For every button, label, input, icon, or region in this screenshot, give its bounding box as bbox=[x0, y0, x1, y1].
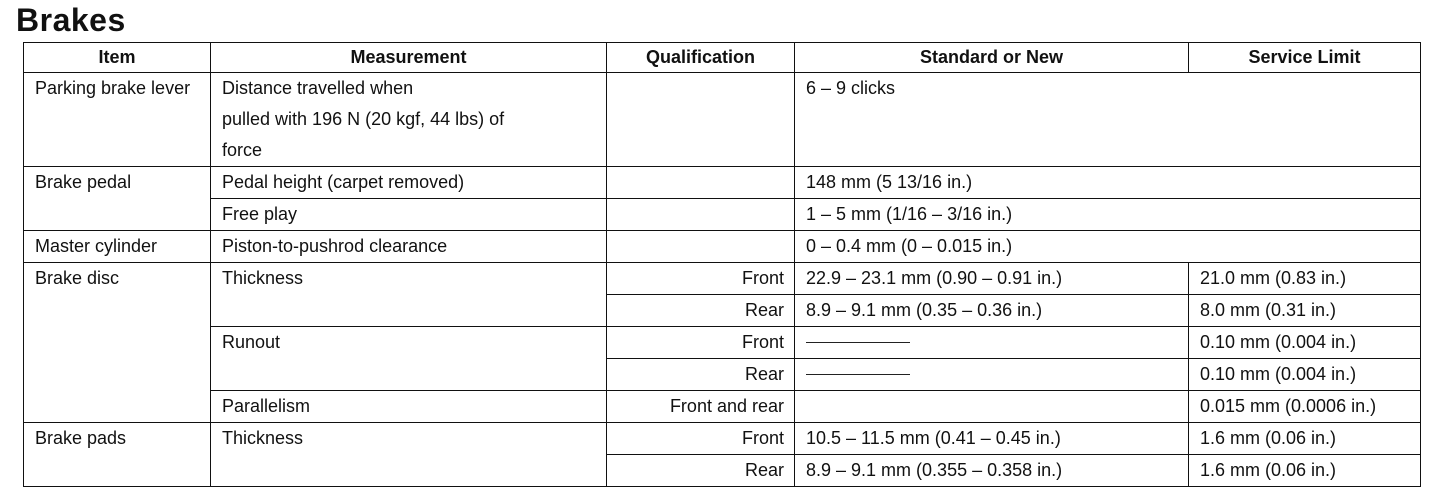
standard-cell: 8.9 – 9.1 mm (0.35 – 0.36 in.) bbox=[795, 295, 1189, 327]
table-row bbox=[24, 423, 1421, 455]
item-cell: Brake disc bbox=[24, 263, 211, 423]
standard-cell: 6 – 9 clicks bbox=[795, 73, 1421, 167]
measurement-cell: Piston-to-pushrod clearance bbox=[211, 231, 607, 263]
header-measurement: Measurement bbox=[211, 43, 607, 73]
not-applicable-dash bbox=[806, 374, 910, 375]
header-standard: Standard or New bbox=[795, 43, 1189, 73]
qualification-cell: Rear bbox=[607, 359, 795, 391]
header-item: Item bbox=[24, 43, 211, 73]
measurement-cell: Free play bbox=[211, 199, 607, 231]
item-cell: Master cylinder bbox=[24, 231, 211, 263]
item-cell: Brake pads bbox=[24, 423, 211, 487]
standard-cell: 22.9 – 23.1 mm (0.90 – 0.91 in.) bbox=[795, 263, 1189, 295]
item-cell: Parking brake lever bbox=[24, 73, 211, 167]
qualification-cell: Rear bbox=[607, 455, 795, 487]
service-limit-cell: 0.10 mm (0.004 in.) bbox=[1189, 327, 1421, 359]
standard-cell: 148 mm (5 13/16 in.) bbox=[795, 167, 1421, 199]
measurement-cell: Runout bbox=[211, 327, 607, 391]
measurement-cell: Thickness bbox=[211, 423, 607, 487]
table-row bbox=[24, 391, 1421, 423]
not-applicable-dash bbox=[806, 342, 910, 343]
standard-cell: 0 – 0.4 mm (0 – 0.015 in.) bbox=[795, 231, 1421, 263]
qualification-cell: Front bbox=[607, 327, 795, 359]
service-limit-cell: 1.6 mm (0.06 in.) bbox=[1189, 455, 1421, 487]
standard-cell: 8.9 – 9.1 mm (0.355 – 0.358 in.) bbox=[795, 455, 1189, 487]
measurement-cell: Parallelism bbox=[211, 391, 607, 423]
table-row bbox=[24, 263, 1421, 295]
header-row bbox=[24, 43, 1421, 73]
qualification-cell bbox=[607, 73, 795, 167]
qualification-cell bbox=[607, 231, 795, 263]
standard-cell bbox=[795, 359, 1189, 391]
qualification-cell bbox=[607, 167, 795, 199]
measurement-line: force bbox=[222, 140, 263, 160]
table-row bbox=[24, 73, 1421, 167]
measurement-cell bbox=[211, 73, 607, 167]
item-cell: Brake pedal bbox=[24, 167, 211, 231]
page-title: Brakes bbox=[16, 2, 126, 38]
table-row bbox=[24, 167, 1421, 199]
service-limit-cell: 0.015 mm (0.0006 in.) bbox=[1189, 391, 1421, 423]
service-limit-cell: 0.10 mm (0.004 in.) bbox=[1189, 359, 1421, 391]
measurement-cell: Thickness bbox=[211, 263, 607, 327]
qualification-cell: Rear bbox=[607, 295, 795, 327]
measurement-line: Distance travelled when bbox=[222, 78, 414, 98]
qualification-cell: Front bbox=[607, 263, 795, 295]
standard-cell: 1 – 5 mm (1/16 – 3/16 in.) bbox=[795, 199, 1421, 231]
table-row bbox=[24, 231, 1421, 263]
service-limit-cell: 1.6 mm (0.06 in.) bbox=[1189, 423, 1421, 455]
standard-cell: 10.5 – 11.5 mm (0.41 – 0.45 in.) bbox=[795, 423, 1189, 455]
table-row bbox=[24, 199, 1421, 231]
qualification-cell: Front bbox=[607, 423, 795, 455]
service-limit-cell: 21.0 mm (0.83 in.) bbox=[1189, 263, 1421, 295]
measurement-line: pulled with 196 N (20 kgf, 44 lbs) of bbox=[222, 109, 505, 129]
table-row bbox=[24, 327, 1421, 359]
qualification-cell bbox=[607, 199, 795, 231]
service-limit-cell: 8.0 mm (0.31 in.) bbox=[1189, 295, 1421, 327]
header-service-limit: Service Limit bbox=[1189, 43, 1421, 73]
brakes-spec-table bbox=[23, 42, 1421, 487]
qualification-cell: Front and rear bbox=[607, 391, 795, 423]
measurement-cell: Pedal height (carpet removed) bbox=[211, 167, 607, 199]
header-qualification: Qualification bbox=[607, 43, 795, 73]
standard-cell bbox=[795, 327, 1189, 359]
standard-cell bbox=[795, 391, 1189, 423]
